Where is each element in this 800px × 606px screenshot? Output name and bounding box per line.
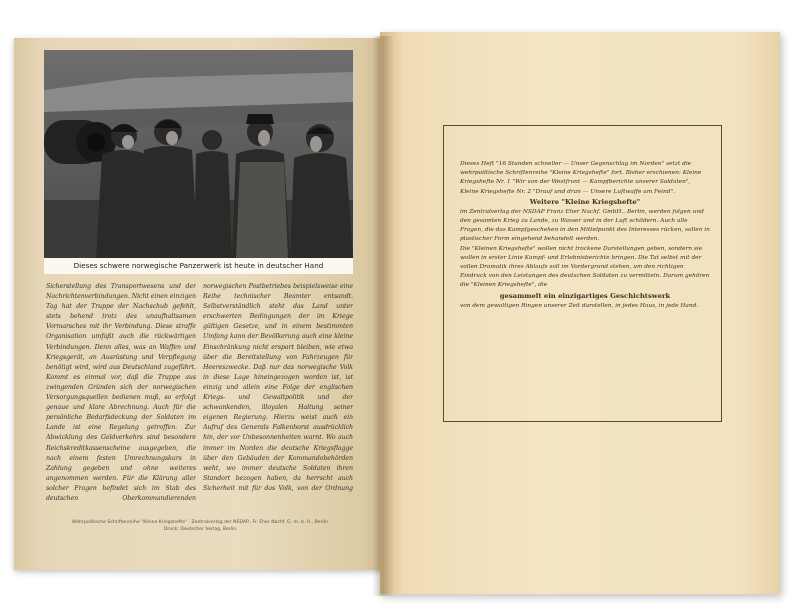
advertisement-text bbox=[460, 160, 710, 390]
footer-printer: Druck: Deutscher Verlag, Berlin bbox=[163, 526, 237, 532]
footer-publisher: Wehrpolitische Schriftenreihe "Kleine Kriegshefte" · Zentralverlag der NSDAP., Fr. Eher Nachf. G. m. b. H., Berlin bbox=[72, 520, 328, 525]
left-footer bbox=[30, 520, 370, 533]
photo-caption: Dieses schwere norwegische Panzerwerk ist heute in deutscher Hand bbox=[44, 258, 353, 274]
ad-paragraph-4: von dem gewaltigen Ringen unserer Zeit darstellen, in jedes Haus, in jede Hand. bbox=[460, 302, 699, 309]
ad-heading-1: Weitere "Kleine Kriegshefte" bbox=[529, 197, 641, 206]
ad-paragraph-3: Die "Kleinen Kriegshefte" wollen nicht trockene Darstellungen geben, sondern sie wollen in erster Linie Kampf- und Erlebnisberichte bringen. Die Tat selbst mit der vollen Dramatik ihres Ablaufs soll im Vordergrund stehen, um den richtigen Eindruck von den Leistungen des deutschen Soldaten zu vermitteln. Darum gehören die "Kleinen Kriegshefte", die bbox=[460, 245, 710, 289]
ad-heading-2: gesammelt ein einzigartiges Geschichtswerk bbox=[499, 291, 671, 300]
left-text-column-2: norwegischen Postbetriebes beispielsweise eine Reihe technischer Beamter entsandt. Selbstverständlich steht das Land unter erschwerten Bedingungen der im Kriege gültigen Gesetze, und in einem bestimmten Umfang kann der Bevölkerung auch eine kleine Einschränkung nicht erspart bleiben, wie etwa über die Bereitstellung von Fahrzeugen für Heereszwecke. Daß nur das norwegische Volk in diese Lage hineingezogen worden ist, ist einzig und allein eine Folge der englischen Kriegs- und Gewaltpolitik und der schwankenden, illoyalen Haltung seiner eigenen Regierung. Hierzu weist auch ein Aufruf des Generals Falkenhorst ausdrücklich hin, der vor Unbesonnenheiten warnt. Wo auch immer im Norden die deutsche Kriegsflagge über den Gebäuden der Kommandobehörden weht, wo immer deutsche Soldaten ihren Standort bezogen haben, da herrscht auch Sicherheit mit für das Volk, von der Ordnung bbox=[203, 283, 353, 492]
ad-paragraph-1: Dieses Heft "16 Stunden schneller — Unser Gegenschlag im Norden" setzt die wehrpolitische Schriftenreihe "Kleine Kriegshefte" fort. Bisher erschienen: Kleine Kriegshefte Nr. 1 "Wir von der Westfront — Kampfberichte unserer Soldaten", Kleine Kriegshefte Nr. 2 "Drauf und dran — Unsere Luftwaffe am Feind". bbox=[460, 161, 702, 195]
left-text-column-1: Sicherstellung des Transportwesens und der Nachrichtenverbindungen. Nicht einen einzigen Tag hat der Truppe der Nachschub gefehlt, stets behend trotz des unaufhaltsamen Vormarsches mit ihr Verbindung. Diese straffe Organisation umfaßt auch die rückwärtigen Verbindungen. Denn alles, was an Waffen und Kriegsgerät, an Ausrüstung und Verpflegung benötigt wird, wird aus Deutschland zugeführt. Kommt es einmal vor, daß die Truppe aus zwingenden Gründen sich der norwegischen Versorgungsquellen bedienen muß, so erfolgt genaue und klare Abrechnung. Auch für die persönliche Bedarfsdeckung der Soldaten im Lande ist eine Regelung getroffen. Zur Abwicklung des Geldverkehrs sind besondere Reichskreditkassenscheine ausgegeben, die nach einem festen Umrechnungskurs in Zahlung gegeben und ohne weiteres angenommen werden. Für die Klärung aller solcher Fragen befindet sich im Stab des deutschen Oberkommandierenden bbox=[46, 283, 196, 500]
ad-paragraph-2: im Zentralverlag der NSDAP Franz Eher Nachf. GmbH., Berlin, werden folgen und den gesamten Krieg zu Lande, zu Wasser und in der Luft schildern. Auch alle Fragen, die das Kampfgeschehen in den Mittelpunkt des Interesses rücken, sollen in plastischer Form eingehend behandelt werden. bbox=[460, 208, 710, 243]
book-gutter bbox=[372, 36, 394, 596]
soldiers-photo bbox=[44, 50, 353, 258]
